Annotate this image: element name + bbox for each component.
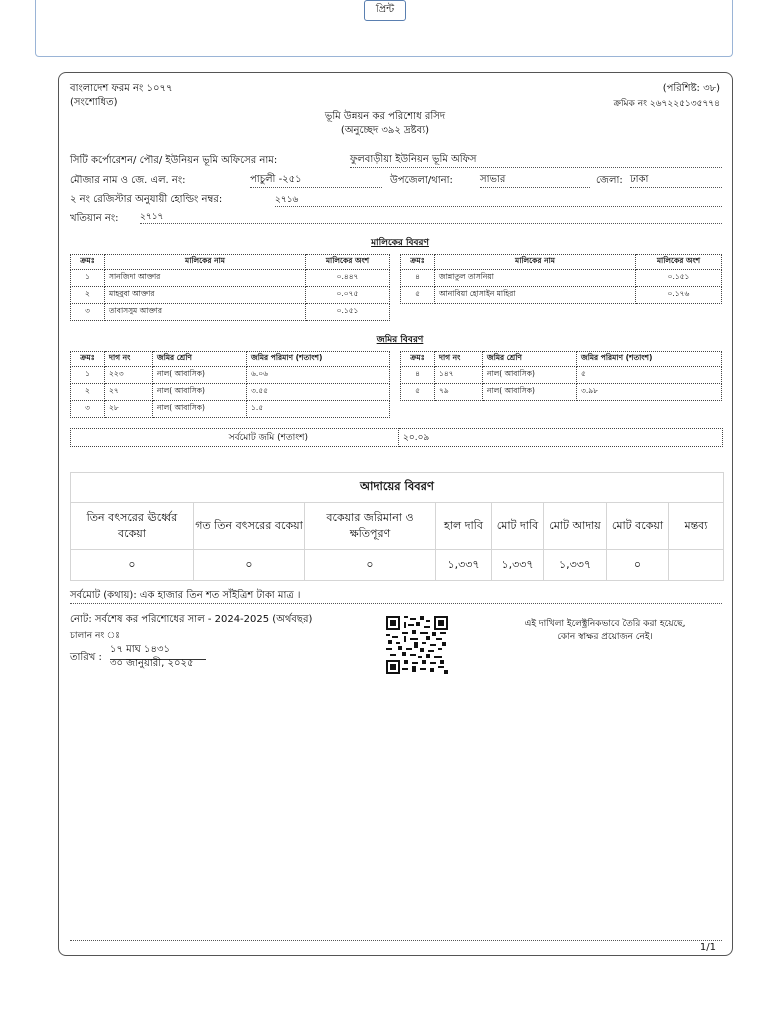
form-number: বাংলাদেশ ফরম নং ১০৭৭	[70, 83, 173, 94]
holding-label: ২ নং রেজিস্টার অনুযায়ী হোল্ডিং নম্বর:	[70, 194, 223, 205]
date-english: ৩০ জানুয়ারী, ২০২৫	[110, 658, 194, 669]
lands-table-left	[70, 351, 390, 418]
lands-title: জমির বিবরণ	[376, 335, 424, 345]
challan-label: চালান নং ঃ	[70, 631, 120, 641]
payment-table	[70, 472, 724, 581]
col-total-collected: মোট আদায়	[544, 503, 607, 550]
date-label: তারিখ :	[70, 652, 102, 663]
col-dag-no: দাগ নং	[105, 352, 153, 367]
col-owner-share: মালিকের অংশ	[306, 255, 390, 270]
owners-header-row	[71, 255, 390, 270]
col-current-demand: হাল দাবি	[436, 503, 492, 550]
electronic-note-1: এই দাখিলা ইলেক্ট্রনিকভাবে তৈরি করা হয়েছে,	[524, 619, 686, 629]
col-over-three-years-due: তিন বৎসরের ঊর্ধ্বের বকেয়া	[71, 503, 194, 550]
table-row: ৪ জান্নাতুল তাসনিয়া ০.১৫১	[401, 270, 722, 287]
col-owner-name: মালিকের নাম	[105, 255, 306, 270]
table-row: ১ ২২৩ নাল( আবাসিক) ৬.০৬	[71, 367, 390, 384]
col-land-class: জমির শ্রেণি	[153, 352, 247, 367]
electronic-note-2: কোন স্বাক্ষর প্রয়োজন নেই।	[557, 632, 653, 642]
table-row: ৪ ১৪৭ নাল( আবাসিক) ৫	[401, 367, 722, 384]
table-row: ২ ২৭ নাল( আবাসিক) ৩.৫৫	[71, 384, 390, 401]
footer-divider	[70, 940, 722, 941]
lands-header-row: ক্রমঃ দাগ নং জমির শ্রেণি জমির পরিমাণ (শতাংশ)	[401, 352, 722, 367]
khatian-value: ২৭১৭	[140, 209, 722, 224]
serial-number: ক্রমিক নং ২৬৭২২৫১৩৫৭৭৪	[613, 99, 720, 109]
office-label: সিটি কর্পোরেশন/ পৌর/ ইউনিয়ন ভূমি অফিসের নাম:	[70, 155, 278, 166]
lands-table-right	[400, 351, 722, 401]
owners-table-right	[400, 254, 722, 304]
upazila-label: উপজেলা/থানা:	[390, 175, 453, 186]
land-total-row	[71, 429, 723, 447]
district-label: জেলা:	[596, 175, 623, 186]
office-value: ফুলবাড়ীয়া ইউনিয়ন ভূমি অফিস	[350, 152, 722, 168]
total-in-words: সর্বমোট (কথায়): এক হাজার তিন শত সাঁইত্রিশ টাকা মাত্র ।	[70, 588, 722, 604]
appendix-label: (পরিশিষ্ট: ৩৮)	[662, 83, 720, 94]
upazila-value: সাভার	[480, 172, 590, 188]
col-total-due: মোট বকেয়া	[607, 503, 669, 550]
district-value: ঢাকা	[630, 172, 722, 188]
owners-title: মালিকের বিবরণ	[371, 238, 429, 248]
holding-value: ২৭১৬	[275, 192, 722, 207]
land-total-table	[70, 428, 723, 447]
khatian-label: খতিয়ান নং:	[70, 213, 119, 224]
table-row: ৫ আনাবিয়া হোসাইন মাহিরা ০.১৭৬	[401, 287, 722, 304]
land-total-value: ২০.০৯	[399, 429, 723, 447]
payment-header-row	[71, 503, 724, 550]
table-row: ৩ ২৮ নাল( আবাসিক) ১.৫	[71, 401, 390, 418]
lands-header-row	[71, 352, 390, 367]
owners-table-left	[70, 254, 390, 321]
col-serial: ক্রমঃ	[71, 352, 105, 367]
col-serial: ক্রমঃ	[71, 255, 105, 270]
col-total-demand: মোট দাবি	[492, 503, 544, 550]
col-land-amount: জমির পরিমাণ (শতাংশ)	[247, 352, 390, 367]
revised-label: (সংশোধিত)	[70, 97, 118, 108]
date-bangla: ১৭ মাঘ ১৪৩১	[110, 642, 206, 660]
table-row: ২ মাহবুবা আক্তার ০.০৭৫	[71, 287, 390, 304]
col-fine-compensation: বকেয়ার জরিমানা ও ক্ষতিপূরণ	[305, 503, 436, 550]
receipt-subtitle: (অনুচ্ছেদ ৩৯২ দ্রষ্টব্য)	[340, 125, 430, 136]
table-row: ৫ ৭৯ নাল( আবাসিক) ৩.৯৮	[401, 384, 722, 401]
payment-title: আদায়ের বিবরণ	[71, 473, 724, 503]
col-last-three-years-due: গত তিন বৎসরের বকেয়া	[194, 503, 305, 550]
print-button[interactable]: প্রিন্ট	[364, 0, 406, 21]
land-total-label: সর্বমোট জমি (শতাংশ)	[71, 429, 399, 447]
last-payment-year-note: নোট: সর্বশেষ কর পরিশোধের সাল - 2024-2025 (অর্থবছর)	[70, 614, 313, 625]
owners-header-row: ক্রমঃ মালিকের নাম মালিকের অংশ	[401, 255, 722, 270]
payment-values-row: ০ ০ ০ ১,৩৩৭ ১,৩৩৭ ১,৩৩৭ ০	[71, 550, 724, 581]
toolbar	[35, 0, 733, 57]
table-row: ৩ তাবাসসুম আক্তার ০.১৫১	[71, 304, 390, 321]
table-row: ১ সানজিদা আক্তার ০.৪৪৭	[71, 270, 390, 287]
receipt-title: ভূমি উন্নয়ন কর পরিশোধ রসিদ	[324, 111, 446, 122]
payment-title-row	[71, 473, 724, 503]
qr-code	[386, 616, 448, 674]
mouza-label: মৌজার নাম ও জে. এল. নং:	[70, 175, 186, 186]
col-remarks: মন্তব্য	[669, 503, 724, 550]
page-number: 1/1	[699, 942, 716, 953]
mouza-value: পাচুলী -২৫১	[250, 172, 382, 188]
